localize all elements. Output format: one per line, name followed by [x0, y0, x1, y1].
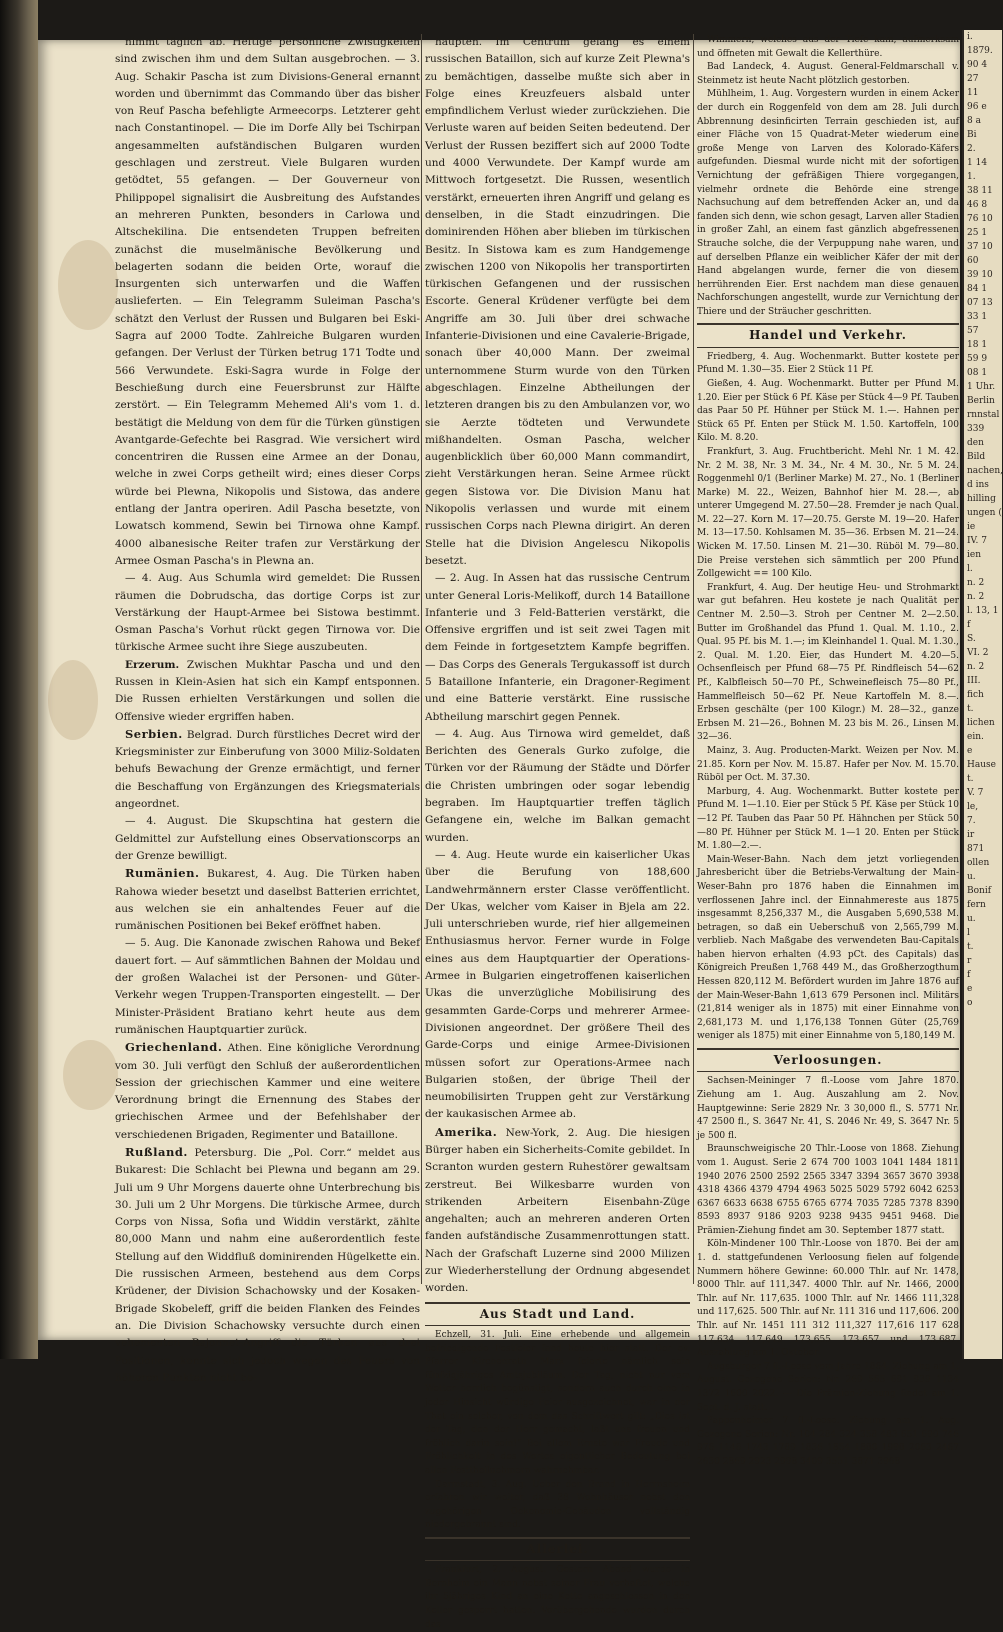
- adjacent-page-fragment: fich: [967, 690, 984, 700]
- article-paragraph: Griechenland. Athen. Eine königliche Verordnung vom 30. Juli verfügt den Schluß der außerordentlichen Session der griechischen Kammer und eine weitere Verordnung bringt die Ernennung des Stabes der griechischen Armee und der Befehlshaber der verschiedenen Brigaden, Regimenter und Bataillone.: [115, 1040, 420, 1141]
- adjacent-page-fragment: 2.: [967, 144, 976, 154]
- adjacent-page-fragment: d ins: [967, 480, 989, 490]
- adjacent-page-fragment: u.: [967, 914, 976, 924]
- adjacent-page-fragment: 59 9: [967, 354, 988, 364]
- adjacent-page-fragment: S.: [967, 634, 976, 644]
- adjacent-page-fragment: 1.: [967, 172, 976, 182]
- adjacent-page-fragment: e: [967, 746, 973, 756]
- adjacent-page-fragment: ie: [967, 522, 976, 532]
- adjacent-page-fragment: 57: [967, 326, 979, 336]
- lottery-report: Sachsen-Meininger 7 fl.-Loose vom Jahre 1870. Ziehung am 1. Aug. Auszahlung am 2. Nov. Hauptgewinne: Serie 2829 Nr. 3 30,000 fl., S. 5771 Nr. 47 2500 fl., S. 3647 Nr. 41, S. 2046 Nr. 49, S. 3647 Nr. 5 je 500 fl.: [697, 1076, 959, 1141]
- lottery-report: Köln-Mindener 100 Thlr.-Loose von 1870. Bei der am 1. d. stattgefundenen Verloosung fielen auf folgende Nummern höhere Gewinne: 60.000 Thlr. auf Nr. 1478, 8000 Thlr. auf 111,347. 4000 Thlr. auf Nr. 1466, 2000 Thlr. auf Nr. 117,635. 1000 Thlr. auf Nr. 1466 111,328 und 117,625. 500 Thlr. auf Nr. 111 316 und 117,606. 200 Thlr. auf Nr. 1451 111 312 111,327 117,616 117 628 117,634 117,649 173,655 173,657 und 173,687. Auszahlung am 1. Oktober.: [697, 1239, 959, 1359]
- adjacent-page-fragment: 76 10: [967, 214, 993, 224]
- adjacent-page-fragment: l.: [967, 564, 973, 574]
- adjacent-page-fragment: Berlin: [967, 396, 995, 406]
- adjacent-page-fragment: 60: [967, 256, 979, 266]
- adjacent-page-fragment: 33 1: [967, 312, 988, 322]
- market-report: Frankfurt, 3. Aug. Fruchtbericht. Mehl Nr. 1 M. 42. Nr. 2 M. 38, Nr. 3 M. 34., Nr. 4 M. 30., Nr. 5 M. 24. Roggenmehl 0/1 (Berliner Marke) M. 27., No. 1 (Berliner Marke) M. 22., Weizen, Bahnhof hier M. 28.—, ab unterer Umgegend M. 27.50—28. Fremder je nach Qual. M. 22—27. Korn M. 17—20.75. Gerste M. 19—20. Hafer M. 13—17.50. Kohlsamen M. 35—36. Erbsen M. 21—24. Wicken M. 17.50. Linsen M. 21—30. Rüböl M. 79—80. Die Preise verstehen sich sämmtlich per 200 Pfund Zollgewicht == 100 Kilo.: [697, 446, 959, 580]
- adjacent-page-fragment: f: [967, 970, 971, 980]
- adjacent-page-fragment: e: [967, 984, 973, 994]
- adjacent-page-fragment: n. 2: [967, 592, 985, 602]
- article-paragraph: — 5. Aug. Die Kanonade zwischen Rahowa und Bekef dauert fort. — Auf sämmtlichen Bahnen der Moldau und der großen Walachei ist der Personen- und Güter-Verkehr wegen Truppen-Transporten eingestellt. — Der Minister-Präsident Bratiano kehrt heute aus dem rumänischen Hauptquartier zurück.: [115, 937, 420, 1036]
- article-paragraph: Wimmern, welches aus der Tiefe kam, aufmerksam und öffneten mit Gewalt die Kellerthüre.: [697, 35, 959, 59]
- adjacent-page-fragment: Bild: [967, 452, 986, 462]
- article-paragraph: Rußland. Petersburg. Die „Pol. Corr.“ meldet aus Bukarest: Die Schlacht bei Plewna und begann am 29. Juli um 9 Uhr Morgens dauerte ohne Unterbrechung bis 30. Juli um 2 Uhr Morgens. Die türkische Armee, durch Corps von Nissa, Sofia und Widdin verstärkt, zählte 80,000 Mann und nahm eine außerordentlich feste Stellung auf den Widdfluß dominirenden Hügelkette ein. Die russischen Armeen, bestehend aus dem Corps Krüdener, der Division Schachowsky und der Kosaken-Brigade Skobeleff, griff die beiden Flanken des Feindes an. Die Division Schachowsky versuchte durch einen vehementen Bajonnet-Angriff die Türken aus drei Positionen, konnte sich jedoch wegen des Feuers von höheren Punkten nicht be-: [115, 1145, 421, 1384]
- adjacent-page-fragment: 18 1: [967, 340, 988, 350]
- adjacent-page-fragment: ein.: [967, 732, 984, 742]
- article-paragraph: Echzell, 31. Juli. Eine erhebende und allgemein befriedigende Festfeier fand heute hier statt. Der ev. Pfarrer Kirchenrath Marx feierte nämlich sein fünfzigjähriges Amtsjubiläum. Der Tag, nicht nur vom Wetter herrlich begünstigt, sondern auch durch eine in jeder Hinsicht würdige Feier ausgezeichnet, war in der That ein solcher, von dem das Schriftwort gilt: „Dies ist der Tag, den der Herr gemacht, laßt uns freuen und fröhlich darin sein!“ Bei allem Ernste war Freude und Fröhlichkeit in des Wortes eigentlicher Bedeutung bei allen Festtheilnehmern wahrnehmbar.: [425, 1329, 690, 1476]
- adjacent-page-fragment: 11: [967, 88, 979, 98]
- market-report: Gießen, 4. Aug. Wochenmarkt. Butter per Pfund M. 1.20. Eier per Stück 6 Pf. Käse per Stück 4—9 Pf. Tauben das Paar 50 Pf. Hühner per Stück M. 1.—. Hahnen per Stück 65 Pf. Enten per Stück M. 1.50. Kartoffeln, 100 Kilo. M. 8.20.: [697, 378, 959, 444]
- paper-stain: [63, 1040, 118, 1110]
- adjacent-page-fragment: 871: [967, 844, 985, 854]
- adjacent-page-fragment: l: [967, 928, 970, 938]
- adjacent-page-fragment: 8 a: [967, 116, 981, 126]
- adjacent-page-fragment: rnnstal: [967, 410, 1000, 420]
- adjacent-page-fragment: 27: [967, 74, 979, 84]
- adjacent-page-fragment: 25 1: [967, 228, 988, 238]
- adjacent-page-fragment: III.: [967, 676, 981, 686]
- adjacent-page-fragment: ungen (: [967, 508, 1002, 518]
- adjacent-page-fragment: 96 e: [967, 102, 987, 112]
- market-report: Mainz, 3. Aug. Producten-Markt. Weizen per Nov. M. 21.85. Korn per Nov. M. 15.87. Hafer per Nov. M. 15.70. Rüböl per Oct. M. 37.30.: [697, 745, 959, 784]
- article-paragraph: — 4. Aug. Aus Schumla wird gemeldet: Die Russen räumen die Dobrudscha, das dortige Corps ist zur Verstärkung der Haupt-Armee bei Sistowa bestimmt. Osman Pascha's Vorhut rückt gegen Tirnowa vor. Die türkische Armee sucht ihre Siege auszubeuten.: [115, 572, 420, 654]
- adjacent-page-fragment: VI. 2: [967, 648, 989, 658]
- adjacent-page-fragment: n. 2: [967, 662, 985, 672]
- adjacent-page-fragment: Bi: [967, 130, 977, 140]
- lottery-report: Pappenheimer 7 fl.-Loose. Ziehung am 1. Aug. Gezogene Serien: Nr. 104 284 324 358 483 651 690 746 976 1146 1743 1789 1836 1854 1880 1998 2063 2467 2630 2869 2923 2998 3409 3551 3871 3968: [697, 1416, 959, 1467]
- article-paragraph: — 4. Aug. Aus Tirnowa wird gemeldet, daß Berichten des Generals Gurko zufolge, die Türken vor der Räumung der Städte und Dörfer die Christen umbringen oder sogar lebendig begraben. Im Hauptquartier treffen täglich Gefangene ein, welche im Balkan gemacht wurden.: [425, 727, 690, 844]
- market-report: Main-Weser-Bahn. Nach dem jetzt vorliegenden Jahresbericht über die Betriebs-Verwaltung der Main-Weser-Bahn pro 1876 haben die Einnahmen im verflossenen Jahre incl. der Einnahmereste aus 1875 insgesammt 8,256,337 M., die Ausgaben 5,690,538 M. betragen, so daß ein Ueberschuß von 2,565,799 M. verblieb. Nach Maßgabe des verwendeten Bau-Capitals haben hiervon erhalten (4.93 pCt. des Capitals) das Königreich Preußen 1,768 449 M., das Großherzogthum Hessen 820,112 M. Befördert wurden im Jahre 1876 auf der Main-Weser-Bahn 1,613 679 Personen incl. Militärs (21,814 weniger als in 1875) mit einer Einnahme von 2,681,173 M. und 1,176,138 Tonnen Güter (25,769 weniger als 1875) mit einer Einnahme von 5,180,149 M.: [697, 854, 959, 1042]
- adjacent-page-fragment: 39 10: [967, 270, 993, 280]
- adjacent-page-fragment: 46 8: [967, 200, 988, 210]
- adjacent-page-fragment: Bonif: [967, 886, 992, 896]
- section-heading: Allerlei.: [425, 1537, 690, 1561]
- column-rule: [421, 34, 422, 1284]
- article-paragraph: Amerika. New-York, 2. Aug. Die hiesigen Bürger haben ein Sicherheits-Comite gebildet. In Scranton wurden gestern Ruhestörer gewaltsam zerstreut. Bei Wilkesbarre wurden von strikenden Arbeitern Eisenbahn-Züge angehalten; auch an mehreren anderen Orten fanden aufständische Zusammenrottungen statt. Nach der Grafschaft Luzerne sind 2000 Milizen zur Wiederherstellung der Ordnung abgesendet worden.: [425, 1124, 690, 1295]
- section-heading: Verloosungen.: [697, 1048, 959, 1072]
- lottery-report: Braunschweigische 20 Thlr.-Loose von 1868. Ziehung vom 1. August. Serie 2 674 700 1003 1041 1484 1811 1940 2076 2500 2592 2565 3347 3394 3657 3670 3938 4318 4366 4379 4794 4963 5025 5029 5792 6042 6253 6367 6633 6638 6755 6765 6774 7035 7285 7378 8390 8593 8937 9186 9203 9238 9435 9451 9468. Die Prämien-Ziehung findet am 30. September 1877 statt.: [697, 1144, 959, 1236]
- adjacent-page-fragment: i.: [967, 32, 973, 42]
- section-heading: Handel und Verkehr.: [697, 323, 959, 347]
- column-3: [697, 34, 959, 1467]
- paper-stain: [48, 660, 98, 740]
- adjacent-page-fragment: ir: [967, 830, 975, 840]
- adjacent-page-fragment: 84 1: [967, 284, 988, 294]
- adjacent-page-fragment: 1 14: [967, 158, 988, 168]
- adjacent-page-fragment: f: [967, 620, 971, 630]
- adjacent-page-fragment: t.: [967, 774, 974, 784]
- article-paragraph: Serbien. Belgrad. Durch fürstliches Decret wird der Kriegsminister zur Einberufung von 3000 Miliz-Soldaten behufs Bewachung der Grenze ermächtigt, und ferner die Beschaffung von Ergänzungen des Kriegsmaterials angeordnet.: [115, 726, 421, 811]
- article-paragraph: nimmt täglich ab. Heftige persönliche Zwistigkeiten sind zwischen ihm und dem Sultan ausgebrochen. — 3. Aug. Schakir Pascha ist zum Divisions-General ernannt worden und übernimmt das Commando über das bisher von Reuf Pascha befehligte Armeecorps. Letzterer geht nach Constantinopel. — Die im Dorfe Ally bei Tschirpan angesammelten aufständischen Bulgaren wurden geschlagen und zerstreut. Viele Bulgaren wurden getödtet, 55 gefangen. — Der Gouverneur von Philippopel signalisirt die Ausbreitung des Aufstandes an mehreren Punkten, besonders in Carlowa und Altschekilina. Die entsendeten Truppen befreiten zunächst die muselmänische Bevölkerung und belagerten sodann die beiden Orte, worauf die Insurgenten sich unterwarfen und die Waffen auslieferten. — Ein Telegramm Suleiman Pascha's schätzt den Verlust der Russen und Bulgaren bei Eski-Sagra auf 2000 Todte. Zahlreiche Bulgaren wurden gefangen. Der Verlust der Türken betrug 171 Todte und 566 Verwundete. Eski-Sagra wurde in Folge der Beschießung durch eine Feuersbrunst zur Hälfte zerstört. — Ein Telegramm Mehemed Ali's vom 1. d. bestätigt die Meldung von dem für die Türken günstigen Avantgarde-Gefechte bei Rasgrad. Wie versichert wird concentriren die Russen eine Armee an der Donau, welche in zwei Corps getheilt wird; eines dieser Corps würde bei Plewna, Nikopolis und Sistowa, das andere entlang der Jantra operiren. Adil Pascha besetzte, von Lowatsch kommend, Sewin bei Tirnowa ohne Kampf. 4000 albanesische Reiter trafen zur Verstärkung der Armee Osman Pascha's in Plewna an.: [115, 36, 420, 567]
- article-paragraph: — 2. Aug. In Assen hat das russische Centrum unter General Loris-Melikoff, durch 14 Bataillone Infanterie und 3 Feld-Batterien verstärkt, die Offensive ergriffen und ist seit zwei Tagen mit dem Feinde in fortgesetztem Kampfe begriffen. — Das Corps des Generals Tergukassoff ist durch 5 Bataillone Infanterie, ein Dragoner-Regiment und eine Batterie verstärkt. Eine russische Abtheilung marschirt gegen Pennek.: [425, 572, 690, 723]
- adjacent-page-fragment: o: [967, 998, 973, 1008]
- adjacent-page-fragment: u.: [967, 872, 976, 882]
- adjacent-page-fragment: ollen: [967, 858, 990, 868]
- adjacent-page-fragment: 37 10: [967, 242, 993, 252]
- adjacent-page-fragment: 38 11: [967, 186, 993, 196]
- adjacent-page-fragment: le,: [967, 802, 979, 812]
- book-spine: [0, 0, 38, 1359]
- article-paragraph: haupten. Im Centrum gelang es einem russischen Bataillon, sich auf kurze Zeit Plewna's zu bemächtigen, dasselbe mußte sich aber in Folge eines Kreuzfeuers alsbald unter empfindlichem Verlust wieder zurückziehen. Die Verluste waren auf beiden Seiten bedeutend. Der Verlust der Russen beziffert sich auf 2000 Todte und 4000 Verwundete. Der Kampf wurde am Mittwoch fortgesetzt. Die Russen, wesentlich verstärkt, erneuerten ihren Angriff und gelang es denselben, in die Stadt einzudringen. Die dominirenden Höhen aber blieben im türkischen Besitz. In Sistowa kam es zum Handgemenge zwischen 1200 von Nikopolis her transportirten türkischen Gefangenen und der russischen Escorte. General Krüdener verfügte bei dem Angriffe am 30. Juli über drei schwache Infanterie-Divisionen und eine Cavalerie-Brigade, sonach über 40,000 Mann. Der zweimal unternommene Sturm wurde von den Türken abgeschlagen. Einzelne Abtheilungen der letzteren drangen bis zu den Ambulanzen vor, wo sie Aerzte tödteten und Verwundete mißhandelten. Osman Pascha, welcher augenblicklich über 60,000 Mann commandirt, zieht Verstärkungen heran. Seine Armee rückt gegen Sistowa vor. Die Division Manu hat Nikopolis verlassen und wurde mit einem russischen Corps nach Plewna dirigirt. An deren Stelle hat die Division Angelescu Nikopolis besetzt.: [425, 36, 690, 567]
- market-report: Frankfurt, 4. Aug. Der heutige Heu- und Strohmarkt war gut befahren. Heu kostete je nach Qualität per Centner M. 2.50—3. Stroh per Centner M. 2—2.50. Butter im Großhandel das Pfund 1. Qual. M. 1.10., 2. Qual. 95 Pf. bis M. 1.—; im Kleinhandel 1. Qual. M. 1.30., 2. Qual. M. 1.20. Eier, das Hundert M. 4.20—5. Ochsenfleisch per Pfund 68—75 Pf. Rindfleisch 54—62 Pf., Kalbfleisch 50—70 Pf., Schweinefleisch 75—80 Pf., Hammelfleisch 50—62 Pf. Neue Kartoffeln M. 8.—. Erbsen geschälte (per 100 Kilogr.) M. 28—32., ganze Erbsen M. 21—26., Bohnen M. 23 bis M. 26., Linsen M. 32—36.: [697, 582, 959, 743]
- adjacent-page-fragment: 90 4: [967, 60, 988, 70]
- adjacent-page-fragment: l. 13, 1: [967, 606, 999, 616]
- adjacent-page-fragment: 08 1: [967, 368, 988, 378]
- adjacent-page-fragment: 7.: [967, 816, 976, 826]
- article-paragraph: Erzerum. Zwischen Mukhtar Pascha und und den Russen in Klein-Asien hat sich ein Kampf entsponnen. Die Russen erhielten Verstärkungen und sollen die Offensive wieder ergriffen haben.: [115, 658, 420, 723]
- article-paragraph: Bad Landeck, 4. August. General-Feldmarschall v. Steinmetz ist heute Nacht plötzlich gestorben.: [697, 62, 959, 86]
- adjacent-page-fragment: IV. 7: [967, 536, 987, 546]
- market-report: Marburg, 4. Aug. Wochenmarkt. Butter kostete per Pfund M. 1—1.10. Eier per Stück 5 Pf. Käse per Stück 10—12 Pf. Tauben das Paar 50 Pf. Hähnchen per Stück 50—80 Pf. Hühner per Stück M. 1—1 20. Enten per Stück M. 1.80—2.—.: [697, 786, 959, 852]
- column-2: [425, 34, 690, 1630]
- adjacent-page-fragment: 1 Uhr.: [967, 382, 996, 392]
- adjacent-page-edge: [962, 30, 1002, 1359]
- adjacent-page-fragment: 1879.: [967, 46, 993, 56]
- adjacent-page-fragment: t.: [967, 704, 974, 714]
- adjacent-page-fragment: ien: [967, 550, 982, 560]
- adjacent-page-fragment: t.: [967, 942, 974, 952]
- article-paragraph: Frankfurt, 2. August. Gestern Abend wurde in Bornheim ein Mann nebst seiner Frau verhaftet, welche ihr 5jähriges Kind an eine Kette angeschlossen in den Keller gesperrt hatten. Vorübergehende wurden durch das: [425, 1565, 690, 1630]
- adjacent-page-fragment: V. 7: [967, 788, 984, 798]
- adjacent-page-fragment: n. 2: [967, 578, 985, 588]
- adjacent-page-fragment: r: [967, 956, 972, 966]
- section-heading: Aus Stadt und Land.: [425, 1302, 690, 1326]
- article-paragraph: — 4. Aug. Heute wurde ein kaiserlicher Ukas über die Berufung von 188,600 Landwehrmännern erster Classe veröffentlicht. Der Ukas, welcher vom Kaiser in Bjela am 22. Juli unterschrieben wurde, rief hier allgemeinen Enthusiasmus hervor. Ferner wurde in Folge eines aus dem Hauptquartier der Operations-Armee in Bulgarien eingetroffenen kaiserlichen Ukas die unverzügliche Mobilisirung des gesammten Garde-Corps und mehrerer Armee-Divisionen angeordnet. Der größere Theil des Garde-Corps und einige Armee-Divisionen müssen sofort zur Operations-Armee nach Bulgarien stoßen, der übrige Theil der neumobilisirten Truppen geht zur Verstärkung der kaukasischen Armee ab.: [425, 848, 690, 1121]
- adjacent-page-fragment: 339: [967, 424, 985, 434]
- article-paragraph: Darmstadt, 3. Aug. Ueber den Brand in Herrnsheim erfahren wir weiter, daß 38 Wohnhäuser nebst den zugehörigen Oekonomie-Gebäuden vollständig niedergebrannt sind.: [425, 1479, 690, 1531]
- article-paragraph: — 4. August. Die Skupschtina hat gestern die Geldmittel zur Aufstellung eines Observationscorps an der Grenze bewilligt.: [115, 815, 420, 862]
- adjacent-page-fragment: hilling: [967, 494, 996, 504]
- adjacent-page-fragment: Hause: [967, 760, 996, 770]
- adjacent-page-fragment: den: [967, 438, 984, 448]
- column-1: [115, 34, 421, 1384]
- adjacent-page-fragment: fern: [967, 900, 986, 910]
- adjacent-page-fragment: 07 13: [967, 298, 993, 308]
- article-paragraph: Mühlheim, 1. Aug. Vorgestern wurden in einem Acker der durch ein Roggenfeld von dem am 28. Juli durch Abbrennung desinficirten Terrain geschieden ist, auf einer Fläche von 15 Quadrat-Meter wiederum eine große Menge von Larven des Kolorado-Käfers aufgefunden. Diesmal wurde nicht mit der sofortigen Vernichtung der gefräßigen Thiere vorgegangen, vielmehr ordnete die Behörde eine strenge Nachsuchung auf dem betreffenden Acker an, und da fanden sich denn, wie schon gesagt, Larven aller Stadien in großer Zahl, an einem fast gänzlich abgefressenen Strauche solche, die der Verpuppung nahe waren, und auf derselben Pflanze ein weiblicher Käfer der mit der Hand abgelangen wurde, ferner die von diesem herrührenden Eier. Erst nachdem man diese genauen Nachforschungen angestellt, wurde zur Vernichtung der Thiere und der Sträucher geschritten.: [697, 89, 959, 317]
- paper-stain: [58, 240, 118, 330]
- lottery-report: Augsburger 7 fl.-Loose vom Jahre 1864. Ziehung am 1. August. Gezogene Serien: Nr. 269 565 691 939 1134 1372 1600 2022. — Die Prämien-Ziehung findet am 1. Sept. d. J. statt.: [697, 1361, 959, 1413]
- market-report: Friedberg, 4. Aug. Wochenmarkt. Butter kostete per Pfund M. 1.30—35. Eier 2 Stück 11 Pf.: [697, 351, 959, 376]
- adjacent-page-fragment: nachen,: [967, 466, 1003, 476]
- article-paragraph: Rumänien. Bukarest, 4. Aug. Die Türken haben Rahowa wieder besetzt und daselbst Batterien errichtet, aus welchen sie ein anhaltendes Feuer auf die rumänischen Positionen bei Bekef eröffnet haben.: [115, 866, 420, 933]
- column-rule: [693, 34, 694, 1284]
- adjacent-page-fragment: lichen: [967, 718, 995, 728]
